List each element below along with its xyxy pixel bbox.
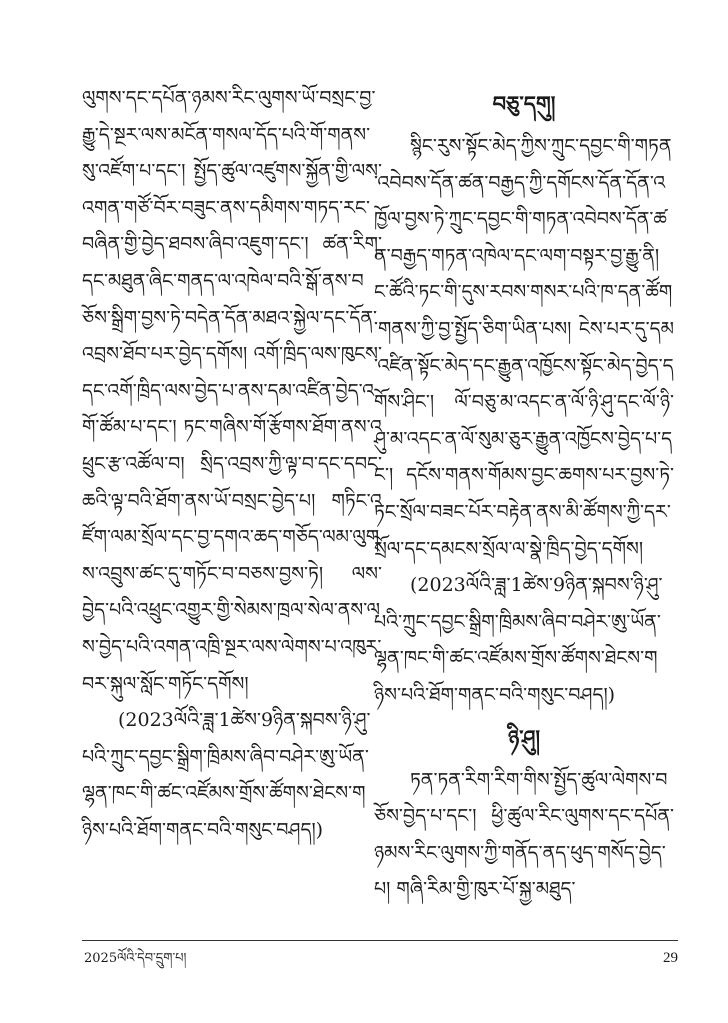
body-paragraph: ལུགས་དང་དཔོན་ཉམས་རིང་ལུགས་ཡོ་བསྲང་བྱ་རྒྱུ་དེ་སྔར་ལས་མངོན་གསལ་དོད་པའི་གོ་གནས་སུ་འཛོག་པ་དང་། སྤྱོད་ཚུལ་འཛུགས་སྐྱོན་གྱི་ལས་འགན་གཙོ་བོར་བཟུང་ནས་དམིགས་གཏད་རང་བཞིན་གྱི་བྱེད་ཐབས་ཞིབ་འཇུག་དང་། ཚན་རིག་དང་མཐུན་ཞིང་གནད་ལ་འཁེལ་བའི་སྒོ་ནས་བཅོས་སྒྲིག་བྱས་ཏེ་བདེན་དོན་མཐའ་སྐྱེལ་དང་དོན་འབྲས་ཐོབ་པར་བྱེད་དགོས། འགོ་ཁྲིད་ལས་ཁུངས་དང་འགོ་ཁྲིད་ལས་བྱེད་པ་ནས་དམ་འཛིན་བྱེད་འགོ་ཚོམ་པ་དང་། ཏང་གཞིས་གོ་རྩོགས་ཐོག་ནས་འཕྲུང་རྩ་འཚོལ་བ། སྲིད་འབྲས་ཀྱི་ལྟ་བ་དང་དབང་ཆའི་ལྟ་བའི་ཐོག་ནས་ཡོ་བསྲང་བྱེད་པ། གཏིང་འཛོག་ལམ་སྲོལ་དང་བྱ་དགའ་ཆད་གཅོད་ལམ་ལུགས་འབྲུས་ཚང་དུ་གཏོང་བ་བཅས་བྱས་ཏེ། ལས་བྱེད་པའི་འཕྲུང་འགྱུར་གྱི་སེམས་ཁྲལ་སེལ་ནས་ལས་བྱེད་པའི་འགན་འཁྲི་སྔར་ལས་ལེགས་པ་འཁུར་བར་སྐུལ་སློང་གཏོང་དགོས། [82, 87, 382, 695]
issue-label: 2025ལོའི་དེབ་དྲུག་པ། [84, 951, 187, 966]
source-citation: (2023ལོའི་ཟླ་1ཚེས་9ཉིན་སྐབས་ཉི་ཤུ་པའི་ཀྲུང་དབྱང་སྒྲིག་ཁྲིམས་ཞིབ་བཤེར་ཨུ་ཡོན་ལྷན་ཁང་གི་ཚང་འཛོམས་གྲོས་ཚོགས་ཐེངས་གཉིས་པའི་ཐོག་གནང་བའི་གསུང་བཤད།) [374, 574, 663, 706]
section-heading-twenty: ཉི་ཤུ། [507, 724, 541, 750]
source-citation: (2023ལོའི་ཟླ་1ཚེས་9ཉིན་སྐབས་ཉི་ཤུ་པའི་ཀྲུང་དབྱང་སྒྲིག་ཁྲིམས་ཞིབ་བཤེར་ཨུ་ཡོན་ལྷན་ཁང་གི་ཚང་འཛོམས་གྲོས་ཚོགས་ཐེངས་གཉིས་པའི་ཐོག་གནང་བའི་གསུང་བཤད།) [82, 709, 371, 841]
body-paragraph: ཏན་ཏན་རིག་རིག་གིས་སྤྱོད་ཚུལ་ལེགས་བཅོས་བྱེད་པ་དང་། ཕྱི་ཚུལ་རིང་ལུགས་དང་དཔོན་ཉམས་རིང་ལུགས་ཀྱི་གནོད་ནད་ཕུད་གསོད་བྱེད་པ། གཞི་རིམ་གྱི་ཁུར་པོ་སྐྱ་མཐུད་ [374, 768, 674, 901]
footer-divider [82, 940, 678, 941]
section-heading-nineteen: བཅུ་དགུ། [492, 91, 556, 116]
page-number: 29 [663, 950, 678, 966]
left-column [82, 80, 382, 848]
body-paragraph: སྙིང་རུས་སྟོང་མེད་ཀྱིས་ཀྲུང་དབྱང་གི་གཏན་འབེབས་དོན་ཚན་བརྒྱད་ཀྱི་དགོངས་དོན་དོན་འཁྱོལ་བྱས་ཏེ་ཀྲུང་དབྱང་གི་གཏན་འབེབས་དོན་ཚན་བརྒྱད་གཏན་འཁེལ་དང་ལག་བསྟར་བྱ་རྒྱུ་ནི། ང་ཚོའི་ཏང་གི་དུས་རབས་གསར་པའི་ཁ་དན་ཚོག་གནས་ཀྱི་བྱ་སྤྱོད་ཅིག་ཡིན་པས། ངེས་པར་དུ་དམ་འཛིན་སྟོང་མེད་དང་རྒྱུན་འཁྱོངས་སྟོང་མེད་བྱེད་དགོས་ཤིང་། ལོ་བཅུ་མ་འདང་ན་ལོ་ཉི་ཤུ་དང་ལོ་ཉི་ཤུ་མ་འདང་ན་ལོ་སུམ་ཅུར་རྒྱུན་འཁྱོངས་བྱེད་པ་དང་། དངོས་གནས་གོམས་བྱང་ཆགས་པར་བྱས་ཏེ་ཏང་སྲོལ་བཟང་པོར་བརྟེན་ནས་མི་ཚོགས་ཀྱི་དར་སྲོལ་དང་དམངས་སྲོལ་ལ་སྣེ་ཁྲིད་བྱེད་དགོས། [374, 135, 674, 560]
right-column [374, 80, 674, 908]
